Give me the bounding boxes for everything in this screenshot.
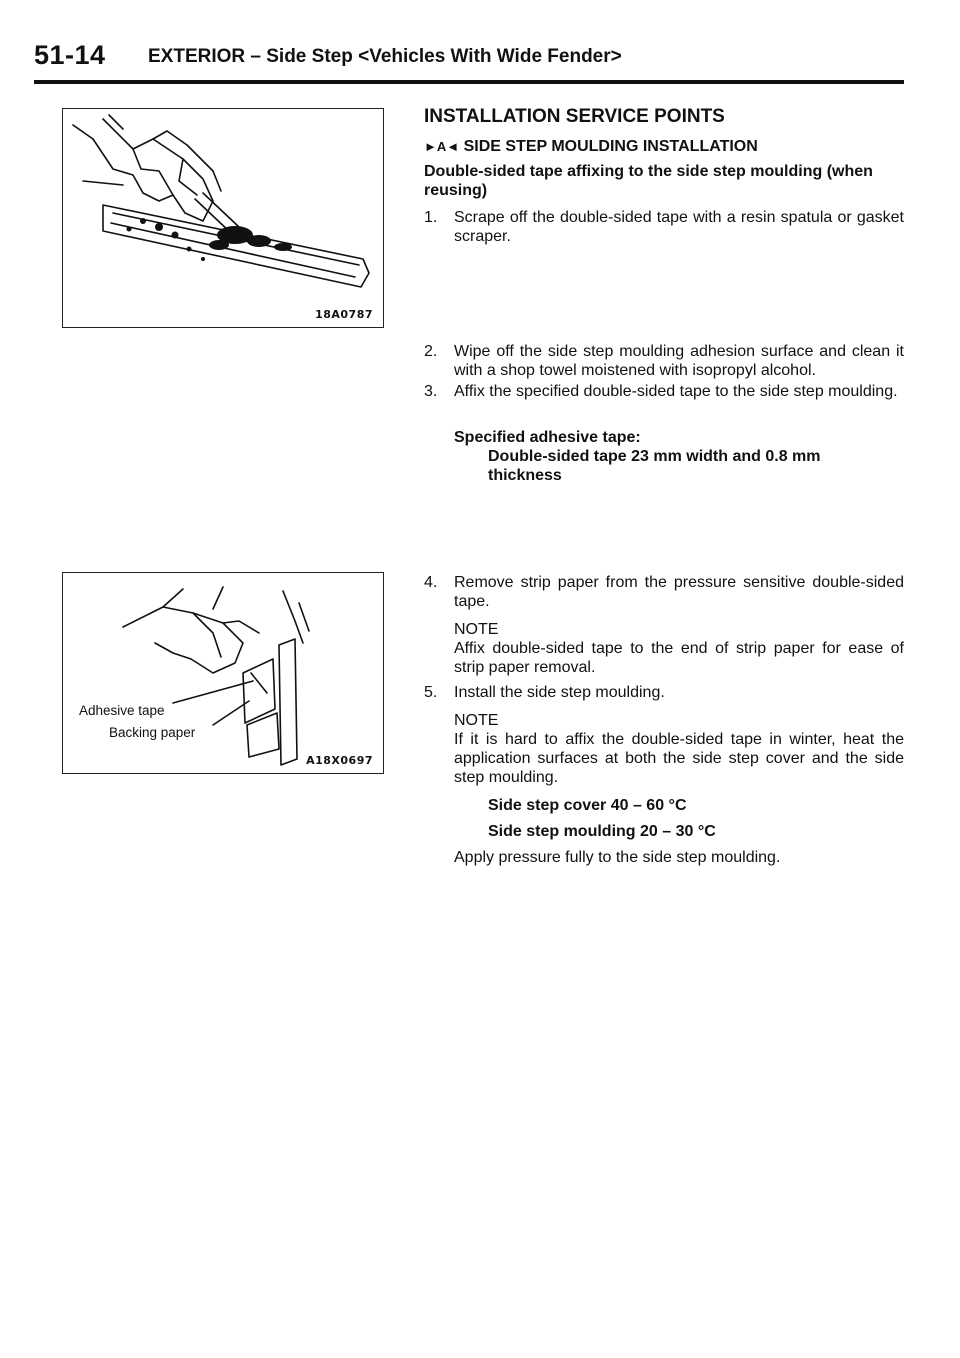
step-text: Install the side step moulding.	[454, 684, 665, 701]
step-text: Affix the specified double-sided tape to the side step moulding.	[454, 383, 898, 400]
step-number: 5.	[424, 684, 438, 701]
figure-code: A18X0697	[306, 754, 373, 767]
subheading-title: SIDE STEP MOULDING INSTALLATION	[463, 138, 758, 155]
step-5	[424, 683, 904, 702]
callout-adhesive-tape: Adhesive tape	[79, 703, 165, 718]
service-point-marker: ►A◄	[424, 139, 460, 154]
note-text: If it is hard to affix the double-sided tape in winter, heat the application surfaces at both the side step cover and the side step moulding.	[454, 731, 904, 786]
subheading	[424, 138, 758, 156]
callout-backing-paper: Backing paper	[109, 725, 196, 740]
note-label: NOTE	[454, 712, 499, 729]
note-1	[424, 620, 904, 677]
temp-side-step-moulding: Side step moulding 20 – 30 °C	[488, 823, 716, 840]
figure-scraping-tape	[62, 108, 384, 328]
spec-block	[424, 428, 904, 485]
section-heading: INSTALLATION SERVICE POINTS	[424, 106, 725, 127]
note-text: Affix double-sided tape to the end of strip paper for ease of strip paper removal.	[454, 640, 904, 676]
figure-adhesive-tape	[62, 572, 384, 774]
spec-label: Specified adhesive tape:	[454, 429, 641, 446]
spec-value: Double-sided tape 23 mm width and 0.8 mm thickness	[488, 448, 821, 484]
temp-spec-2	[424, 822, 904, 841]
intro-block	[424, 162, 904, 200]
page-title: EXTERIOR – Side Step <Vehicles With Wide Fender>	[148, 46, 622, 67]
note-2	[424, 711, 904, 787]
final-instruction	[424, 848, 904, 867]
note-label: NOTE	[454, 621, 499, 638]
final-text: Apply pressure fully to the side step moulding.	[454, 849, 781, 866]
step-number: 3.	[424, 383, 438, 400]
step-4	[424, 573, 904, 611]
step-2	[424, 342, 904, 380]
step-number: 1.	[424, 209, 438, 226]
step-number: 4.	[424, 574, 438, 591]
tape-illustration	[63, 573, 383, 773]
figure-code: 18A0787	[315, 308, 373, 321]
step-text: Remove strip paper from the pressure sensitive double-sided tape.	[454, 574, 904, 610]
step-text: Wipe off the side step moulding adhesion surface and clean it with a shop towel moistened with isopropyl alcohol.	[454, 343, 904, 379]
step-text: Scrape off the double-sided tape with a resin spatula or gasket scraper.	[454, 209, 904, 245]
scraping-illustration	[63, 109, 383, 327]
temp-spec-1	[424, 796, 904, 815]
step-number: 2.	[424, 343, 438, 360]
header-rule	[34, 80, 904, 84]
temp-side-step-cover: Side step cover 40 – 60 °C	[488, 797, 687, 814]
step-1	[424, 208, 904, 246]
intro-text: Double-sided tape affixing to the side step moulding (when reusing)	[424, 163, 873, 199]
step-3	[424, 382, 904, 401]
page-number: 51-14	[34, 40, 106, 70]
